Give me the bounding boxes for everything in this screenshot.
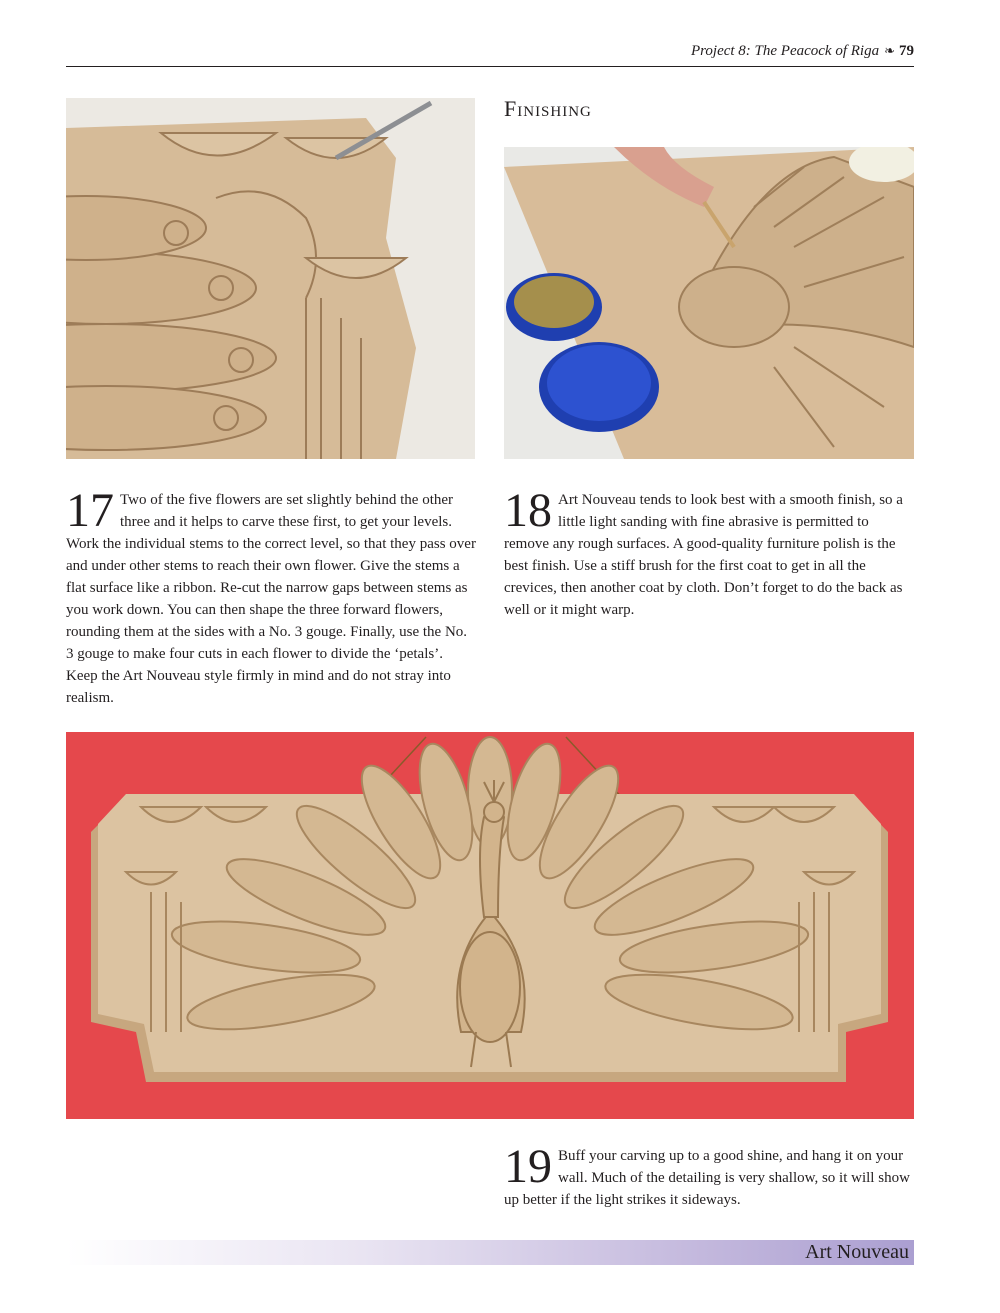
photo-step-18-finishing: [504, 147, 914, 459]
running-header: [66, 38, 914, 67]
leaf-ornament-icon: ❧: [884, 43, 895, 58]
step-19: [504, 1140, 914, 1211]
footer-band: [66, 1240, 914, 1265]
step-number: 17: [66, 484, 114, 537]
running-header-text: [691, 43, 914, 60]
step-text: Buff your carving up to a good shine, and hang it on your wall. Much of the detailing is very shallow, so it will show up better if the light strikes it sideways.: [504, 1148, 910, 1208]
step-number: 19: [504, 1140, 552, 1193]
running-title: Project 8: The Peacock of Riga: [690, 43, 880, 59]
step-18: [504, 484, 914, 621]
step-number: 18: [504, 484, 552, 537]
photo-step-17-flowers: [66, 98, 475, 459]
step-text: Art Nouveau tends to look best with a smooth finish, so a little light sanding with fine abrasive is permitted to remove any rough surfaces. A good-quality furniture polish is the best finish. Use a stiff brush for the first coat to get in all the crevices, then another coat by cloth. Don’t forget to do the back as well or it might warp.: [504, 492, 903, 618]
footer-label: Art Nouveau: [805, 1241, 909, 1263]
step-text: Two of the five flowers are set slightly behind the other three and it helps to carve these first, to get your levels. Work the individual stems to the correct level, so that they pass over and under other stems to reach their own flower. Give the stems a flat surface like a ribbon. Re-cut the narrow gaps between stems as you work down. You can then shape the three forward flowers, rounding them at the sides with a No. 3 gouge. Finally, use the No. 3 gouge to make four cuts in each flower to divide the ‘petals’. Keep the Art Nouveau style firmly in mind and do not stray into realism.: [66, 492, 476, 706]
step-17: [66, 484, 476, 709]
page-number: 79: [899, 43, 914, 59]
photo-finished-peacock-carving: [66, 732, 914, 1119]
section-heading: Finishing: [504, 96, 592, 121]
